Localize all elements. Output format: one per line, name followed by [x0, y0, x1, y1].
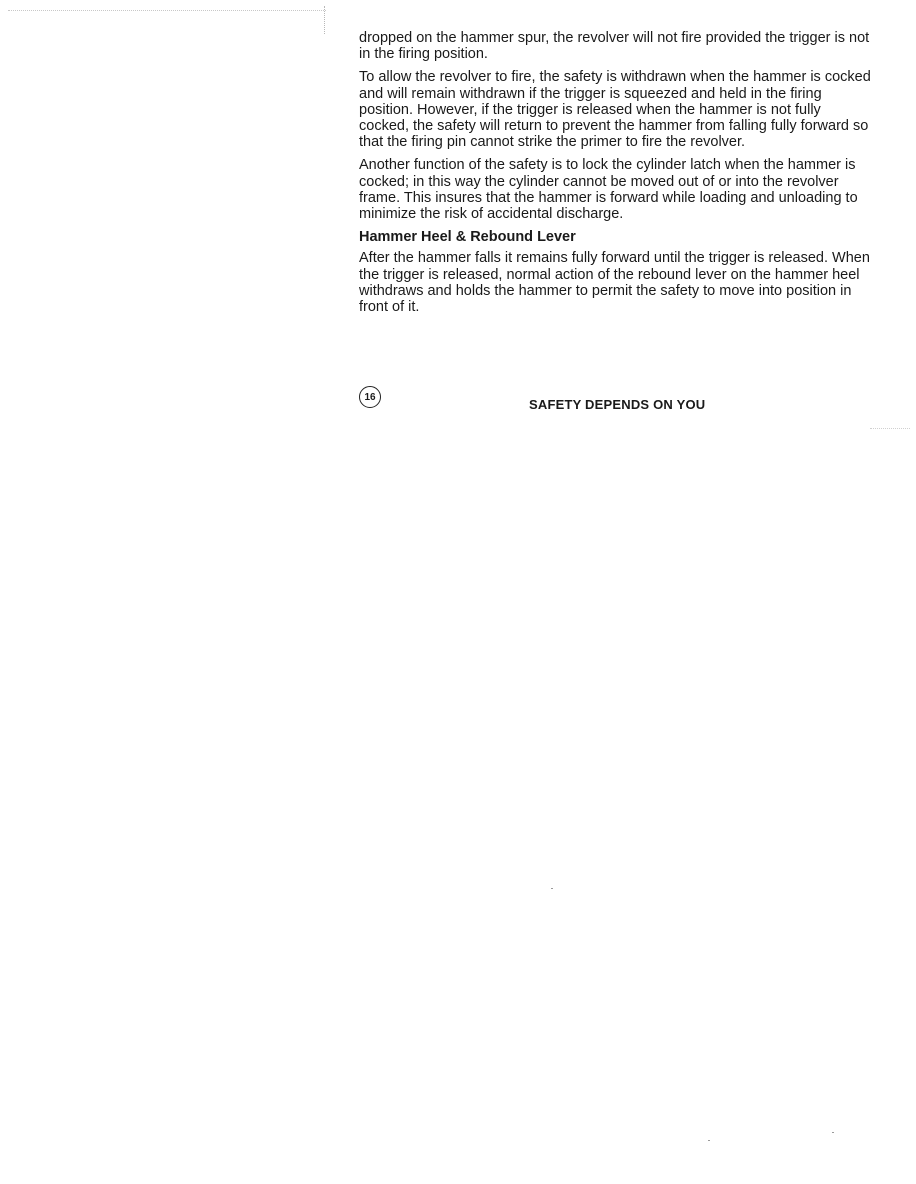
page-number-circle-icon [359, 386, 381, 408]
body-text-column [359, 30, 871, 322]
scan-speck [551, 888, 553, 889]
scan-speck [832, 1132, 834, 1133]
footer-title: SAFETY DEPENDS ON YOU [529, 397, 706, 412]
scan-artifact-top [8, 10, 326, 15]
scan-speck [708, 1140, 710, 1141]
section-heading: Hammer Heel & Rebound Lever [359, 229, 576, 246]
page-number: 16 [364, 391, 376, 403]
scan-artifact-edge [324, 6, 326, 34]
body-paragraph-3: Another function of the safety is to lock the cylinder latch when the hammer is cocked; in this way the cylinder cannot be moved out of or into the revolver frame. This insures that the hammer is forward while loading and unloading to minimize the risk of accidental discharge. [359, 157, 858, 223]
body-paragraph-2: To allow the revolver to fire, the safety is withdrawn when the hammer is cocked and will remain withdrawn if the trigger is squeezed and held in the firing position. However, if the trigger is released when the hammer is not fully cocked, the safety will return to prevent the hammer from falling fully forward so that the firing pin cannot strike the primer to fire the revolver. [359, 69, 871, 151]
body-paragraph-4: After the hammer falls it remains fully forward until the trigger is released. When the trigger is released, normal action of the rebound lever on the hammer heel withdraws and holds the hammer to permit the safety to move into position in front of it. [359, 250, 870, 316]
scan-artifact-right [870, 428, 910, 431]
body-paragraph-1: dropped on the hammer spur, the revolver will not fire provided the trigger is not in the firing position. [359, 30, 870, 63]
